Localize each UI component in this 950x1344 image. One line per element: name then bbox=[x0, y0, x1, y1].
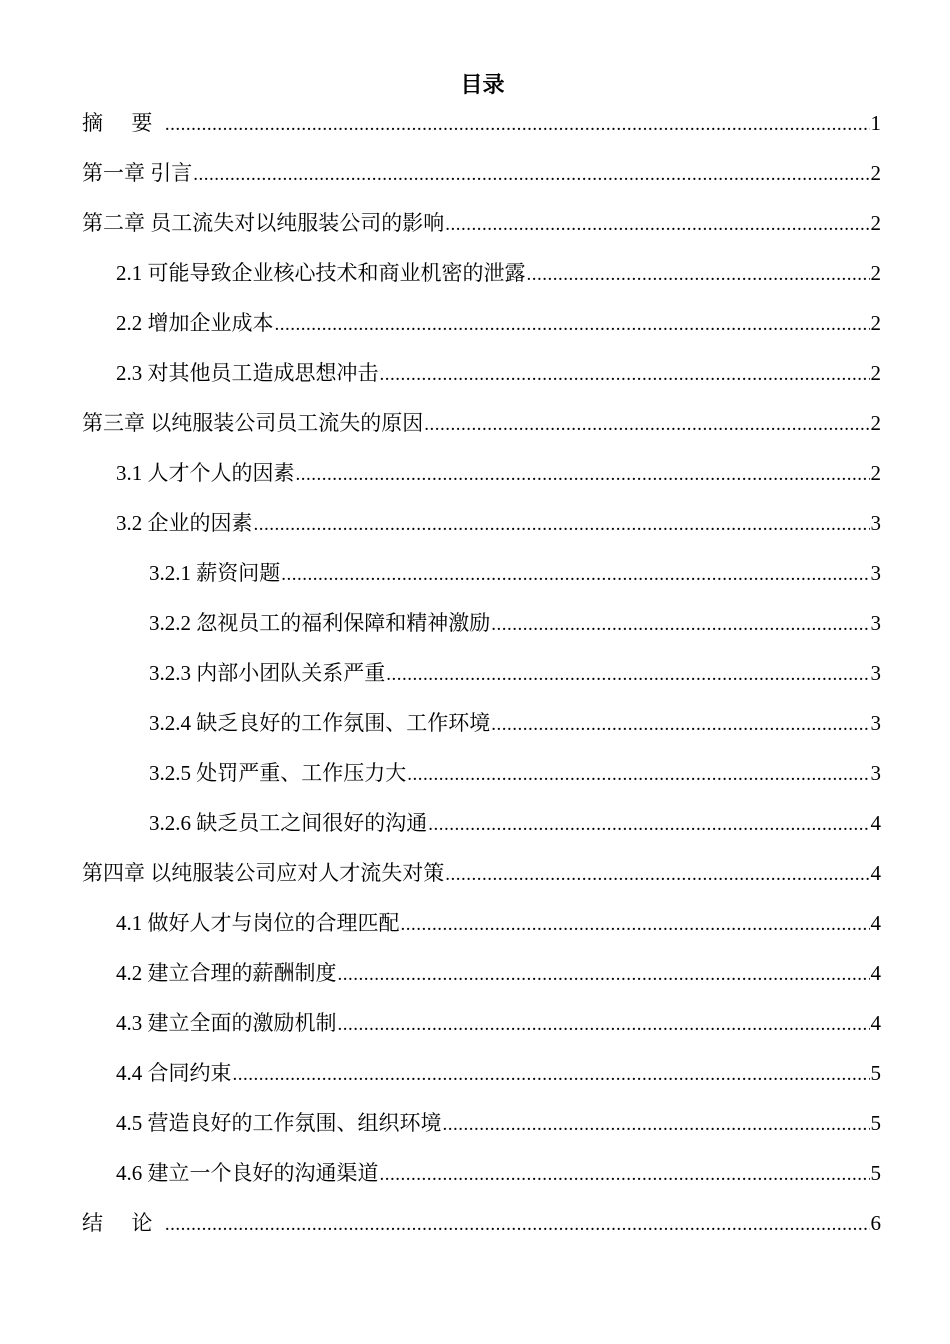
toc-entry-label: 2.3 对其他员工造成思想冲击 bbox=[116, 361, 379, 385]
dot-leader bbox=[491, 706, 869, 744]
toc-entry-label: 3.2.4 缺乏良好的工作氛围、工作环境 bbox=[149, 711, 491, 735]
toc-entry-page: 3 bbox=[870, 611, 881, 635]
dot-leader bbox=[254, 506, 870, 544]
toc-entry[interactable] bbox=[82, 254, 881, 304]
dot-leader bbox=[527, 256, 870, 294]
dot-leader bbox=[338, 956, 870, 994]
toc-entry-page: 5 bbox=[870, 1161, 881, 1185]
toc-entry[interactable] bbox=[82, 954, 881, 1004]
toc-entry[interactable] bbox=[82, 854, 881, 904]
toc-entry-label: 3.2.1 薪资问题 bbox=[149, 561, 281, 585]
toc-entry-page: 1 bbox=[870, 111, 881, 135]
dot-leader bbox=[401, 906, 870, 944]
dot-leader bbox=[165, 106, 870, 144]
dot-leader bbox=[281, 556, 869, 594]
toc-entry-label: 3.2 企业的因素 bbox=[116, 511, 253, 535]
toc-entry[interactable] bbox=[82, 554, 881, 604]
toc-entry-page: 3 bbox=[870, 711, 881, 735]
toc-entry-page: 4 bbox=[870, 911, 881, 935]
toc-entry[interactable] bbox=[82, 1154, 881, 1204]
toc-entry-label: 2.2 增加企业成本 bbox=[116, 311, 274, 335]
toc-entry-page: 3 bbox=[870, 561, 881, 585]
toc-entry[interactable] bbox=[82, 1054, 881, 1104]
toc-list bbox=[82, 104, 881, 1254]
toc-entry[interactable] bbox=[82, 604, 881, 654]
toc-entry-label: 第三章 以纯服装公司员工流失的原因 bbox=[82, 411, 424, 435]
toc-entry-label: 4.3 建立全面的激励机制 bbox=[116, 1011, 337, 1035]
toc-entry-label: 摘 要 bbox=[82, 111, 164, 135]
toc-entry[interactable] bbox=[82, 1104, 881, 1154]
dot-leader bbox=[338, 1006, 870, 1044]
toc-entry-page: 2 bbox=[870, 211, 881, 235]
toc-entry-label: 3.2.3 内部小团队关系严重 bbox=[149, 661, 386, 685]
toc-entry-label: 第四章 以纯服装公司应对人才流失对策 bbox=[82, 861, 445, 885]
toc-entry-page: 6 bbox=[870, 1211, 881, 1235]
dot-leader bbox=[445, 856, 869, 894]
toc-entry[interactable] bbox=[82, 304, 881, 354]
toc-entry-label: 4.4 合同约束 bbox=[116, 1061, 232, 1085]
toc-entry-page: 4 bbox=[870, 1011, 881, 1035]
toc-entry-page: 5 bbox=[870, 1111, 881, 1135]
dot-leader bbox=[233, 1056, 870, 1094]
dot-leader bbox=[428, 806, 869, 844]
toc-entry-label: 3.2.2 忽视员工的福利保障和精神激励 bbox=[149, 611, 491, 635]
toc-entry[interactable] bbox=[82, 204, 881, 254]
toc-entry-page: 3 bbox=[870, 761, 881, 785]
toc-entry[interactable] bbox=[82, 504, 881, 554]
toc-entry-label: 3.2.6 缺乏员工之间很好的沟通 bbox=[149, 811, 428, 835]
toc-entry[interactable] bbox=[82, 1004, 881, 1054]
dot-leader bbox=[165, 1206, 870, 1244]
dot-leader bbox=[491, 606, 869, 644]
toc-entry-page: 2 bbox=[870, 461, 881, 485]
toc-entry[interactable] bbox=[82, 904, 881, 954]
toc-entry[interactable] bbox=[82, 704, 881, 754]
dot-leader bbox=[443, 1106, 870, 1144]
toc-entry-page: 4 bbox=[870, 861, 881, 885]
toc-entry-page: 2 bbox=[870, 161, 881, 185]
toc-entry-page: 2 bbox=[870, 311, 881, 335]
toc-entry-page: 2 bbox=[870, 361, 881, 385]
toc-title: 目录 bbox=[460, 73, 505, 98]
toc-entry-page: 2 bbox=[870, 261, 881, 285]
toc-entry-label: 3.1 人才个人的因素 bbox=[116, 461, 295, 485]
toc-entry-page: 3 bbox=[870, 661, 881, 685]
toc-entry[interactable] bbox=[82, 754, 881, 804]
toc-entry-label: 第一章 引言 bbox=[82, 161, 193, 185]
dot-leader bbox=[445, 206, 869, 244]
toc-entry-label: 4.5 营造良好的工作氛围、组织环境 bbox=[116, 1111, 442, 1135]
toc-entry-page: 2 bbox=[870, 411, 881, 435]
dot-leader bbox=[275, 306, 870, 344]
toc-entry[interactable] bbox=[82, 104, 881, 154]
dot-leader bbox=[193, 156, 869, 194]
dot-leader bbox=[380, 356, 870, 394]
toc-entry-label: 第二章 员工流失对以纯服装公司的影响 bbox=[82, 211, 445, 235]
toc-entry-page: 4 bbox=[870, 961, 881, 985]
toc-entry[interactable] bbox=[82, 1204, 881, 1254]
dot-leader bbox=[424, 406, 869, 444]
toc-entry-label: 结 论 bbox=[82, 1211, 164, 1235]
toc-entry-page: 5 bbox=[870, 1061, 881, 1085]
toc-entry-page: 3 bbox=[870, 511, 881, 535]
toc-entry[interactable] bbox=[82, 154, 881, 204]
dot-leader bbox=[407, 756, 869, 794]
toc-entry[interactable] bbox=[82, 404, 881, 454]
toc-entry-label: 3.2.5 处罚严重、工作压力大 bbox=[149, 761, 407, 785]
toc-entry-page: 4 bbox=[870, 811, 881, 835]
toc-entry-label: 2.1 可能导致企业核心技术和商业机密的泄露 bbox=[116, 261, 526, 285]
toc-entry-label: 4.2 建立合理的薪酬制度 bbox=[116, 961, 337, 985]
toc-entry-label: 4.6 建立一个良好的沟通渠道 bbox=[116, 1161, 379, 1185]
toc-entry[interactable] bbox=[82, 804, 881, 854]
dot-leader bbox=[380, 1156, 870, 1194]
dot-leader bbox=[296, 456, 870, 494]
toc-entry-label: 4.1 做好人才与岗位的合理匹配 bbox=[116, 911, 400, 935]
toc-entry[interactable] bbox=[82, 454, 881, 504]
toc-entry[interactable] bbox=[82, 654, 881, 704]
toc-entry[interactable] bbox=[82, 354, 881, 404]
dot-leader bbox=[386, 656, 869, 694]
